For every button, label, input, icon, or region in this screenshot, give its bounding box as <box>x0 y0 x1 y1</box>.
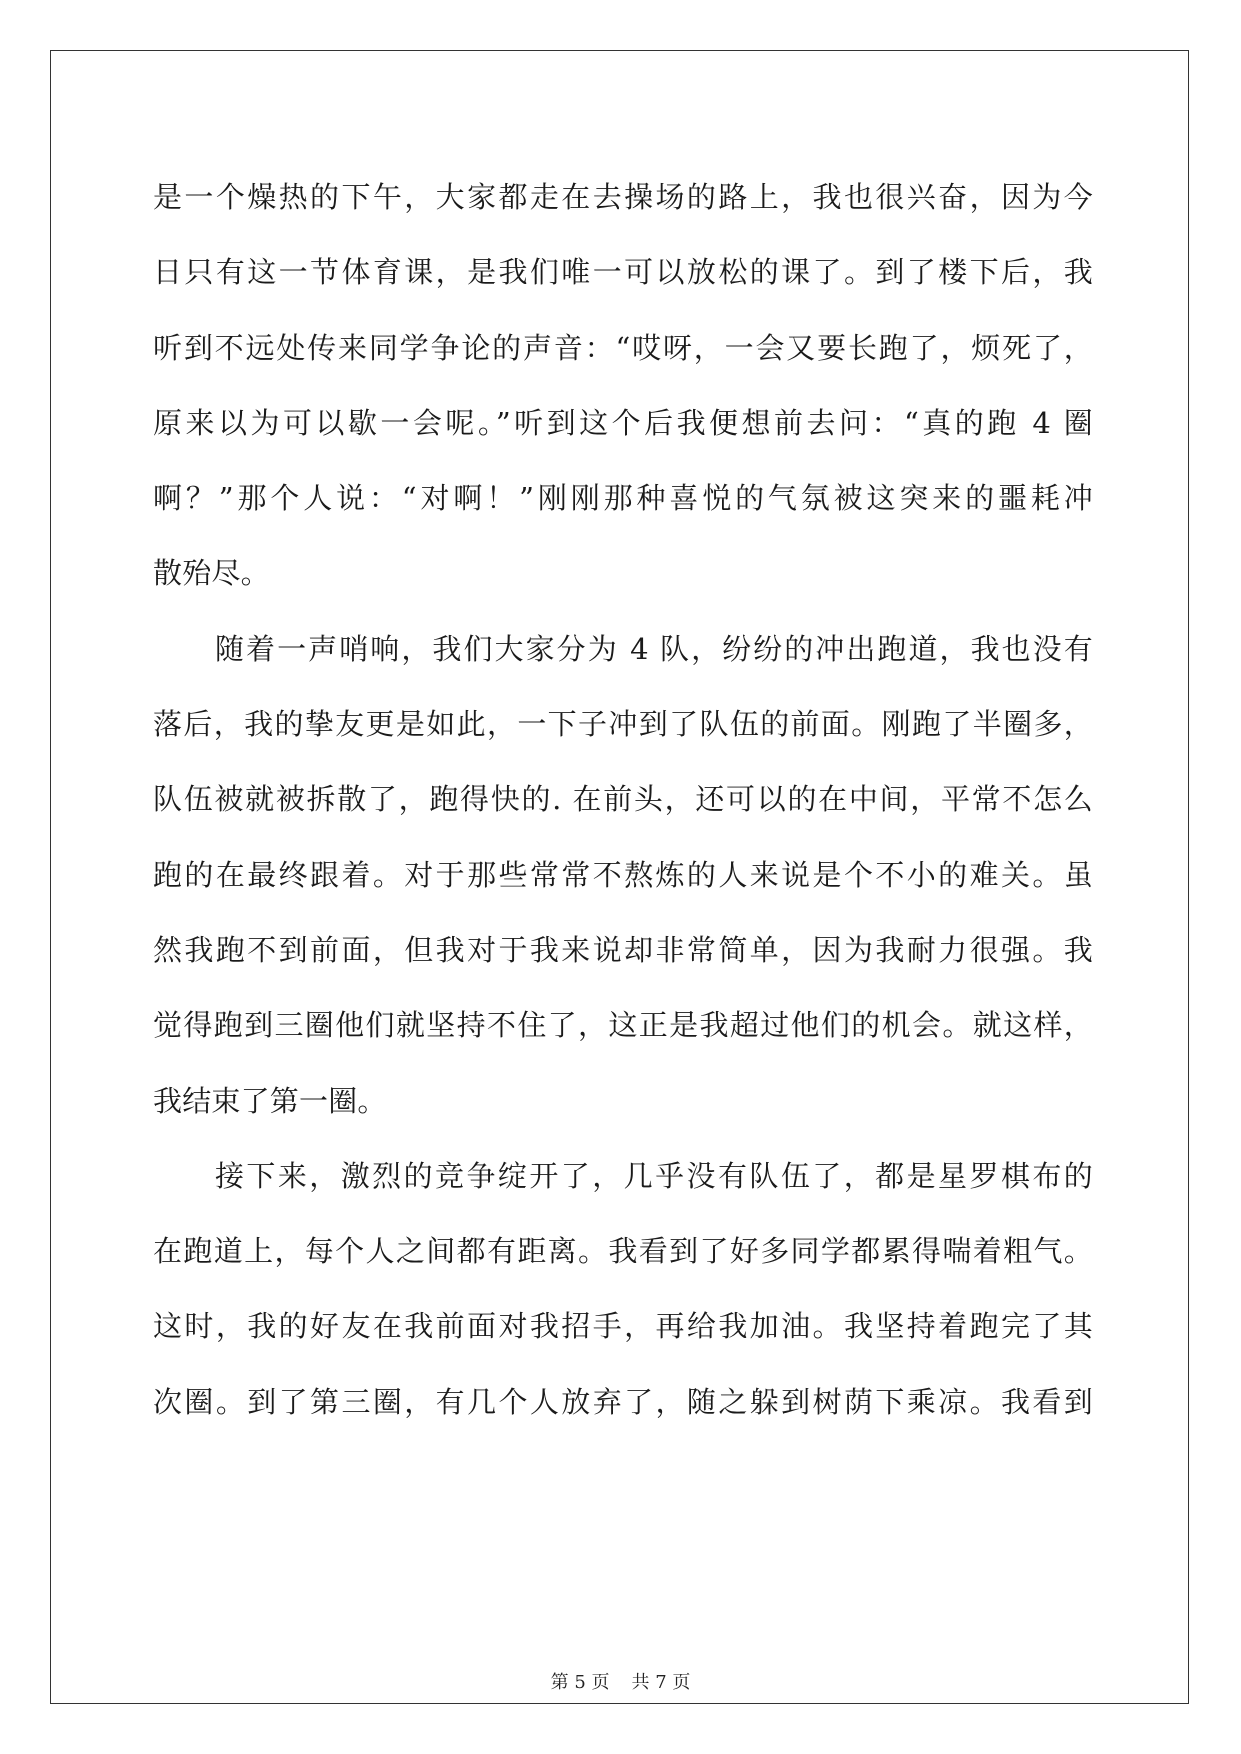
text-line: 是一个燥热的下午，大家都走在去操场的路上，我也很兴奋，因为今 <box>153 180 1093 214</box>
text-line: 我结束了第一圈。 <box>153 1083 387 1118</box>
text-line: 听到不远处传来同学争论的声音：“哎呀，一会又要长跑了，烦死了， <box>153 330 1093 365</box>
text-line: 落后，我的挚友更是如此，一下子冲到了队伍的前面。刚跑了半圈多， <box>153 707 1093 742</box>
text-line: 原来以为可以歇一会呢。”听到这个后我便想前去问：“真的跑 4 圈 <box>153 405 1093 440</box>
text-line: 散殆尽。 <box>153 556 270 591</box>
text-line: 然我跑不到前面，但我对于我来说却非常简单，因为我耐力很强。我 <box>153 932 1093 967</box>
text-line: 在跑道上，每个人之间都有距离。我看到了好多同学都累得喘着粗气。 <box>153 1234 1093 1269</box>
text-line: 随着一声哨响，我们大家分为 4 队，纷纷的冲出跑道，我也没有 <box>215 631 1093 666</box>
page-footer <box>0 1668 1241 1694</box>
text-line: 日只有这一节体育课，是我们唯一可以放松的课了。到了楼下后，我 <box>153 255 1093 290</box>
document-body <box>153 160 1093 1440</box>
text-line: 跑的在最终跟着。对于那些常常不熬炼的人来说是个不小的难关。虽 <box>153 857 1093 892</box>
text-line: 次圈。到了第三圈，有几个人放弃了，随之躲到树荫下乘凉。我看到 <box>153 1384 1093 1419</box>
page-total: 共 7 页 <box>631 1672 691 1693</box>
text-line: 觉得跑到三圈他们就坚持不住了，这正是我超过他们的机会。就这样， <box>153 1008 1093 1043</box>
text-line: 队伍被就被拆散了，跑得快的. 在前头，还可以的在中间，平常不怎么 <box>153 782 1093 817</box>
text-line: 接下来，激烈的竞争绽开了，几乎没有队伍了，都是星罗棋布的 <box>215 1158 1093 1193</box>
text-line: 啊？”那个人说：“对啊！”刚刚那种喜悦的气氛被这突来的噩耗冲 <box>153 481 1093 516</box>
text-line: 这时，我的好友在我前面对我招手，再给我加油。我坚持着跑完了其 <box>153 1309 1093 1344</box>
page-number: 第 5 页 <box>550 1672 610 1693</box>
